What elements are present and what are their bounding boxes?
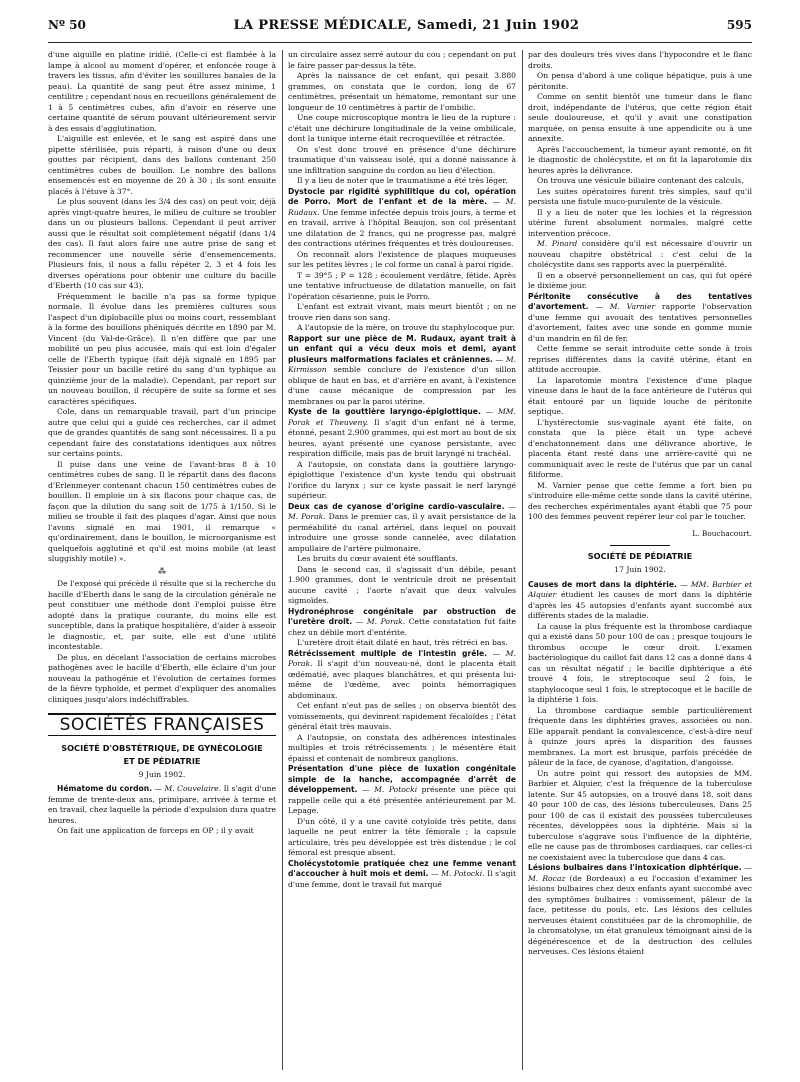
paragraph: un circulaire assez serré autour du cou ; cependant on put le faire passer par-dessus la tête.	[288, 50, 516, 70]
report-paragraph: Lésions bulbaires dans l'intoxication diphtérique. — M. Rocaz (de Bordeaux) a eu l'occasion d'examiner les lésions bulbaires chez deux enfants ayant succombé avec des symptômes bulbaires : vomissement, pâleur de la face, petitesse du pouls, etc. Les lésions des cellules nerveuses étaient constituées par de la chromophilie, de la chromatolyse, un état granuleux témoignant ainsi de la dégénérescence et de la destruction des cellules nerveuses. Ces lésions étaient	[528, 863, 752, 956]
report-author: M. Pinard	[537, 239, 578, 248]
paragraph: Une coupe microscopique montra le lieu de la rupture : c'était une déchirure longitudinale de la veine ombilicale, dont la tunique interne était recroquevillée et rétractée.	[288, 113, 516, 143]
report-text: Cette constatation fut faite chez un débile mort d'entérite.	[288, 617, 516, 637]
report-title: Dystocie par rigidité syphilitique du col, opération de Porro. Mort de l'enfant et de la mère.	[288, 186, 516, 206]
paragraph: De l'exposé qui précède il résulte que si la recherche du bacille d'Eberth dans le sang de la circulation générale ne peut constituer une méthode dont l'emploi puisse être adopté dans la pratique courante, du moins elle est susceptible, dans la pratique hospitalière, d'aider à asseoir le diagnostic, et, par suite, elle est d'une utilité incontestable.	[48, 579, 276, 651]
paragraph: Les suites opératoires furent très simples, sauf qu'il persista une fistule muco-purulente de la vésicule.	[528, 186, 752, 206]
paragraph: Après l'accouchement, la tumeur ayant remonté, on fit le diagnostic de cholécystite, et on fit la laparotomie dix heures après la délivrance.	[528, 144, 752, 175]
report-title: Deux cas de cyanose d'origine cardio-vasculaire.	[288, 501, 505, 511]
report-text: (de Bordeaux) a eu l'occasion d'examiner les lésions bulbaires chez deux enfants ayant succombé avec des symptômes bulbaires : vomissement, pâleur de la face, petitesse du pouls, etc. Les lésions des cellules nerveuses étaient constituées par de la chromophilie, de la chromatolyse, un état granuleux témoignant ainsi de la dégénérescence et de la destruction des cellules nerveuses. Ces lésions étaient	[528, 873, 752, 956]
paragraph: Comme on sentit bientôt une tumeur dans le flanc droit, indépendante de l'utérus, que cette région était seule douloureuse, et qu'il y avait une constipation marquée, on pensa ensuite à une appendicite ou à une annexite.	[528, 92, 752, 143]
column-divider-2	[522, 50, 523, 1070]
report-title: Rétrécissement multiple de l'intestin grêle.	[288, 648, 487, 658]
society-name-line-1: SOCIÉTÉ D'OBSTÉTRIQUE, DE GYNÉCOLOGIE	[61, 742, 263, 753]
report-title: Causes de mort dans la diphtérie.	[528, 579, 677, 589]
report-text: Il s'agit d'un nouveau-né, dont le placenta était œdématié, avec plaques blanchâtres, et qui présenta lui-même de l'œdème, avec points hémorragiques abdominaux.	[288, 659, 516, 700]
report-author: M. Porak.	[288, 648, 516, 668]
society-date: 9 Juin 1902.	[138, 769, 186, 779]
report-text: Il s'agit d'une femme, dont le travail fut marqué	[288, 869, 517, 889]
header-rule	[48, 42, 752, 43]
report-text: considère qu'il est nécessaire d'ouvrir un nouveau chapitre obstétrical : c'est celui de la cholécystite dans ses rapports avec la puerpéralité.	[528, 239, 752, 269]
paragraph: Cette femme se serait introduite cette sonde à trois reprises différentes dans la cavité utérine, étant en attitude accroupie.	[528, 344, 752, 374]
paragraph: Il puise dans une veine de l'avant-bras 8 à 10 centimètres cubes de sang. Il le répartit dans des flacons d'Erlenmeyer contenant chacun 150 centimètres cubes de bouillon. Il emploie un à six flacons pour chaque cas, de façon que la dilution du sang soit de 1/75 à 1/150. Si le milieu se trouble il fait des plaques d'agar. Ainsi que nous l'avons signalé en mai 1901, il remarque « qu'ordinairement, dans le bouillon, le microorganisme est quelquefois agglutiné et qu'il est moins mobile (at least sluggishly motile) ».	[48, 459, 276, 563]
report-paragraph: Causes de mort dans la diphtérie. — MM. Barbier et Alquier étudient les causes de mort dans la diphtérie d'après les 45 autopsies d'enfants ayant succombé aux différents stades de la maladie.	[528, 579, 752, 620]
report-text: rapporte l'observation d'une femme qui avouait des tentatives personnelles d'avortement, faites avec une sonde en gomme munie d'un mandrin en fil de fer.	[528, 302, 752, 343]
paragraph: Il y a lieu de noter que les lochies et la régression utérine furent absolument normales, malgré cette intervention précoce.	[528, 207, 752, 238]
paragraph: La laparotomie montra l'existence d'une plaque vineuse dans le haut de la face antérieure de l'utérus qui était entouré par un liquide louche de péritonite septique.	[528, 375, 752, 416]
report-text: Dans le premier cas, il y avait persistance de la perméabilité du canal artériel, dans lequel on pouvait introduire une grosse sonde cannelée, avec dilatation ampullaire de l'artère pulmonaire.	[288, 512, 516, 553]
paragraph: L'enfant est extrait vivant, mais meurt bientôt ; on ne trouve rien dans son sang.	[288, 302, 516, 322]
report-text: présente une pièce qui rappelle celle qui a été présentée antérieurement par M. Lepage.	[288, 785, 516, 815]
paragraph: d'une aiguille en platine iridié. (Celle-ci est flambée à la lampe à alcool au moment d'opérer, et enfoncée rouge à travers les tissus, afin d'éviter les souillures banales de la peau). La quantité de sang peut être assez minime, 1 centilitre ; cependant nous en recueillons généralement de 1 à 5 centimètres cubes, afin d'avoir en réserve une certaine quantité de sérum pouvant ultérieurement servir à des essais d'agglutination.	[48, 50, 276, 133]
report-author: M. Rudaux.	[288, 197, 516, 217]
report-text: étudient les causes de mort dans la diphtérie d'après les 45 autopsies d'enfants ayant succombé aux différents stades de la maladie.	[528, 590, 752, 620]
paragraph: Cole, dans un remarquable travail, part d'un principe autre que celui qui a guidé ces recherches, car il admet que de grandes quantités de sang sont nécessaires. Il a pu cependant faire des constatations identiques aux nôtres sur certains points.	[48, 407, 276, 458]
column-3	[528, 50, 752, 958]
report-author: MM. Barbier et Alquier	[528, 579, 752, 599]
paragraph: M. Varnier pense que cette femme a fort bien pu s'introduire elle-même cette sonde dans la cavité utérine, des recherches expérimentales ayant établi que 75 pour 100 des femmes peuvent repérer leur col par le toucher.	[528, 480, 752, 521]
paragraph: De plus, en décelant l'association de certains microbes pathogènes avec le bacille d'Eberth, elle éclaire d'un jour nouveau la pathogénie et l'évolution de certaines formes de la fièvre typhoïde, et permet d'expliquer des anomalies cliniques jusqu'alors indéchiffrables.	[48, 652, 276, 704]
paragraph	[528, 239, 752, 271]
report-title: Présentation d'une pièce de luxation congénitale simple de la hanche, accompagnée d'arrêt de développement.	[288, 764, 516, 794]
report-paragraph: Hydronéphrose congénitale par obstruction de l'uretère droit. — M. Porak. Cette constatation fut faite chez un débile mort d'entérite.	[288, 606, 516, 637]
issue-number: Nº 50	[48, 18, 86, 32]
report-author: M. Porak.	[288, 512, 326, 521]
report-paragraph: Péritonite consécutive à des tentatives d'avortement. — M. Varnier rapporte l'observation d'une femme qui avouait des tentatives personnelles d'avortement, faites avec une sonde en gomme munie d'un mandrin en fil de fer.	[528, 291, 752, 343]
paragraph: On fait une application de forceps en OP ; il y avait	[57, 826, 254, 835]
report-author: M. Couvelaire.	[164, 784, 222, 793]
report-text: semble conclure de l'existence d'un sillon oblique de haut en bas, et d'arrière en avant, à l'existence d'une cause mécanique de compression par les membranes ou par la paroi utérine.	[288, 365, 516, 406]
report-author: MM. Porak et Theuveny.	[288, 407, 516, 427]
paragraph: Dans le second cas, il s'agissait d'un débile, pesant 1.900 grammes, dont le ventricule droit ne présentait aucune cavité ; l'aorte n'avait que deux valvules sigmoïdes.	[288, 564, 516, 605]
report-paragraph: Dystocie par rigidité syphilitique du col, opération de Porro. Mort de l'enfant et de la mère. — M. Rudaux. Une femme infectée depuis trois jours, à terme et en travail, arrive à l'hôpital Beaujon, son col présentant une dilatation de 2 francs, qui ne progresse pas, malgré des contractions utérines fréquentes et très douloureuses.	[288, 186, 516, 248]
report-paragraph: Présentation d'une pièce de luxation congénitale simple de la hanche, accompagnée d'arrêt de développement. — M. Potocki présente une pièce qui rappelle celle qui a été présentée antérieurement par M. Lepage.	[288, 764, 516, 815]
journal-title: LA PRESSE MÉDICALE, Samedi, 21 Juin 1902	[233, 17, 580, 33]
report-title: Lésions bulbaires dans l'intoxication diphtérique.	[528, 863, 742, 872]
section-title: SOCIÉTÉS FRANÇAISES	[48, 713, 276, 736]
page-number: 595	[726, 18, 752, 32]
report-paragraph: Kyste de la gouttière laryngo-épiglottique. — MM. Porak et Theuveny. Il s'agit d'un enfant né à terme, étonné, pesant 2.900 grammes, qui est mort au bout de six heures, ayant présenté une cyanose persistante, avec respiration difficile, mais pas de bruit laryngé ni trachéal.	[288, 407, 516, 458]
paragraph: Il y a lieu de noter que le traumatisme a été très léger.	[297, 176, 508, 185]
paragraph: Un autre point qui ressort des autopsies de MM. Barbier et Alquier, c'est la fréquence de la tuberculose latente. Sur 45 autopsies, on a trouvé dans 18, soit dans 40 pour 100 de cas, des lésions tuberculeuses. Dans 25 pour 100 de cas il existait des poussées tuberculeuses récentes, développées sous la diphtérie. Mais si la tuberculose s'aggrave sous l'influence de la diphtérie, elle ne cause pas de thromboses cardiaques, car celles-ci ne coexistaient avec la tuberculose que dans 4 cas.	[528, 768, 752, 862]
society-name-line-2: ET DE PÉDIATRIE	[123, 755, 201, 766]
column-2	[288, 50, 516, 890]
paragraph: On pensa d'abord à une colique hépatique, puis à une péritonite.	[528, 71, 752, 91]
report-paragraph: Rétrécissement multiple de l'intestin grêle. — M. Porak. Il s'agit d'un nouveau-né, dont le placenta était œdématié, avec plaques blanchâtres, et qui présenta lui-même de l'œdème, avec points hémorragiques abdominaux.	[288, 648, 516, 700]
report-author: M. Kirmisson	[288, 354, 517, 374]
report-paragraph: Cholécystotomie pratiquée chez une femme venant d'accoucher à huit mois et demi. — M. Potocki. Il s'agit d'une femme, dont le travail fut marqué	[288, 858, 517, 889]
asterism: ⁂	[158, 566, 166, 576]
report-title: Rapport sur une pièce de M. Rudaux, ayant trait à un enfant qui a vécu deux mois et demi, ayant plusieurs malformations faciales et crâniennes.	[288, 333, 516, 364]
report-title: Hydronéphrose congénitale par obstruction de l'uretère droit.	[288, 606, 516, 626]
paragraph: T = 39°5 ; P = 128 ; écoulement verdâtre, fétide. Après une tentative infructueuse de dilatation manuelle, on fait l'opération césarienne, puis le Porro.	[288, 270, 516, 301]
paragraph: Il en a observé personnellement un cas, qui fut opéré le dixième jour.	[528, 270, 752, 290]
paragraph: Le plus souvent (dans les 3/4 des cas) on peut voir, déjà après vingt-quatre heures, le milieu de culture se troubler dans un ou plusieurs ballons. Cependant il peut arriver aussi que le résultat soit complètement négatif (dans 1/4 des cas). Il faut alors faire une autre prise de sang et recommencer une nouvelle série d'ensemencements. Plusieurs fois, il nous a fallu répéter 2, 3 et 4 fois les diverses opérations pour obtenir une culture du bacille d'Eberth (10 cas sur 43).	[48, 197, 276, 290]
society-name: SOCIÉTÉ DE PÉDIATRIE	[587, 551, 693, 561]
paragraph: par des douleurs très vives dans l'hypocondre et le flanc droits.	[528, 50, 752, 70]
report-text: Il s'agit d'une femme de trente-deux ans, primipare, arrivée à terme et en travail, chez laquelle la période d'expulsion dura quatre heures.	[48, 784, 277, 825]
paragraph: A l'autopsie, on constata dans la gouttière laryngo-épiglottique l'existence d'un kyste tendu qui obstruait l'orifice du larynx ; sur ce kyste passait le nerf laryngé supérieur.	[288, 459, 516, 500]
paragraph: A l'autopsie de la mère, on trouve du staphylocoque pur.	[297, 323, 515, 332]
paragraph: On reconnaît alors l'existence de plaques muqueuses sur les petites lèvres ; le col forme un canal à paroi rigide.	[288, 249, 516, 269]
paragraph: Les bruits du cœur avaient été soufflants.	[297, 554, 458, 563]
page-header	[48, 12, 752, 38]
paragraph: L'hystérectomie sus-vaginale ayant été faite, on constata que la pièce était un type achevé d'enchatonnement dans une délivrance abortive, le placenta étant resté dans une arrière-cavité qui ne communiquait avec le reste de l'utérus que par un canal filiforme.	[528, 417, 752, 479]
paragraph: La thrombose cardiaque semble particulièrement fréquente dans les diphtéries graves, associées ou non. Elle apparaît pendant la convalescence, c'est-à-dire neuf à quinze jours après la disparition des fausses membranes. La mort est brusque, parfois précédée de pâleur de la face, de cyanose, d'agitation, d'angoisse.	[528, 705, 752, 767]
report-title: Hématome du cordon.	[57, 784, 153, 793]
report-paragraph: Hématome du cordon. — M. Couvelaire. Il s'agit d'une femme de trente-deux ans, primipare, arrivée à terme et en travail, chez laquelle la période d'expulsion dura quatre heures.	[48, 784, 277, 825]
author-signature: L. Bouchacourt.	[692, 528, 752, 538]
paragraph: La cause la plus fréquente est la thrombose cardiaque qui a existé dans 50 pour 100 de cas ; presque toujours le thrombus occupe le cœur droit. L'examen bactériologique du caillot fait dans 12 cas a donné dans 4 cas un résultat négatif ; le bacille diphtérique a été trouvé 4 fois, le streptocoque seul 2 fois, le staphylocoque seul 1 fois, le streptocoque et le bacille de la diphtérie 1 fois.	[528, 621, 752, 704]
paragraph: L'uretère droit était dilaté en haut, très rétréci en bas.	[297, 638, 508, 647]
paragraph: Cet enfant n'eut pas de selles ; on observa bientôt des vomissements, qui devinrent rapidement fécaloïdes ; l'état général était très mauvais.	[288, 701, 516, 731]
paragraph: L'aiguille est enlevée, et le sang est aspiré dans une pipette stérilisée, puis réparti, à raison d'une ou deux gouttes par récipient, dans des ballons contenant 250 centimètres cubes de bouillon. Le nombre des ballons ensemencés est en moyenne de 20 à 30 ; ils sont ensuite placés à l'étuve à 37°.	[48, 134, 276, 196]
report-title: Cholécystotomie pratiquée chez une femme venant d'accoucher à huit mois et demi.	[288, 858, 516, 878]
paragraph: On s'est donc trouvé en présence d'une déchirure traumatique d'un vaisseau isolé, qui a donné naissance à une infiltration sanguine du cordon au lieu d'élection.	[288, 144, 516, 175]
divider	[610, 545, 670, 546]
column-divider-1	[282, 50, 283, 1070]
paragraph: Après la naissance de cet enfant, qui pesait 3.880 grammes, on constata que le cordon, long de 67 centimètres, présentait un hématome, remontant sur une longueur de 10 centimètres à partir de l'ombilic.	[288, 71, 516, 112]
report-author: M. Porak.	[366, 617, 406, 626]
report-author: M. Varnier	[609, 302, 656, 311]
report-title: Kyste de la gouttière laryngo-épiglottique.	[288, 407, 481, 416]
report-title: Péritonite consécutive à des tentatives d'avortement.	[528, 291, 752, 311]
report-author: M. Rocaz	[528, 873, 566, 883]
society-name	[48, 742, 276, 768]
paragraph: On trouva une vésicule biliaire contenant des calculs.	[537, 176, 744, 185]
column-1	[48, 50, 276, 837]
report-text: Une femme infectée depuis trois jours, à terme et en travail, arrive à l'hôpital Beaujon, son col présentant une dilatation de 2 francs, qui ne progresse pas, malgré des contractions utérines fréquentes et très douloureuses.	[288, 207, 516, 248]
report-paragraph: Deux cas de cyanose d'origine cardio-vasculaire. — M. Porak. Dans le premier cas, il y avait persistance de la perméabilité du canal artériel, dans lequel on pouvait introduire une grosse sonde cannelée, avec dilatation ampullaire de l'artère pulmonaire.	[288, 501, 516, 553]
paragraph: Fréquemment le bacille n'a pas sa forme typique normale. Il évolue dans les premières cultures sous l'aspect d'un diplobacille plus ou moins court, ressemblant à la forme des bouillons phéniqués décrite en 1890 par M. Vincent (du Val-de-Grâce). Il n'en diffère que par une mobilité un peu plus accusée, mais qui est loin d'égaler celle de l'Eberth typique (fait déjà signalé en 1895 par Teissier pour un bacille retiré du sang d'un typhique au quinzième jour de la maladie). Cependant, par report sur un nouveau bouillon, il récupère de suite sa forme et ses caractères spécifiques.	[48, 291, 276, 406]
paragraph: D'un côté, il y a une cavité cotyloïde très petite, dans laquelle ne peut entrer la tête fémorale ; la capsule articulaire, très peu développée est très distendue ; le col fémoral est presque absent.	[288, 816, 516, 857]
report-author: M. Potocki	[374, 785, 418, 794]
report-author: M. Potocki.	[441, 869, 485, 878]
report-paragraph: Rapport sur une pièce de M. Rudaux, ayant trait à un enfant qui a vécu deux mois et demi, ayant plusieurs malformations faciales et crâniennes. — M. Kirmisson semble conclure de l'existence d'un sillon oblique de haut en bas, et d'arrière en avant, à l'existence d'une cause mécanique de compression par les membranes ou par la paroi utérine.	[288, 333, 517, 406]
report-text: Il s'agit d'un enfant né à terme, étonné, pesant 2.900 grammes, qui est mort au bout de six heures, ayant présenté une cyanose persistante, avec respiration difficile, mais pas de bruit laryngé ni trachéal.	[288, 417, 516, 458]
society-date: 17 Juin 1902.	[614, 565, 666, 574]
paragraph: A l'autopsie, on constata des adhérences intestinales multiples et trois rétrécissements ; le mésentère était épaissi et contenait de nombreux ganglions.	[288, 732, 516, 763]
